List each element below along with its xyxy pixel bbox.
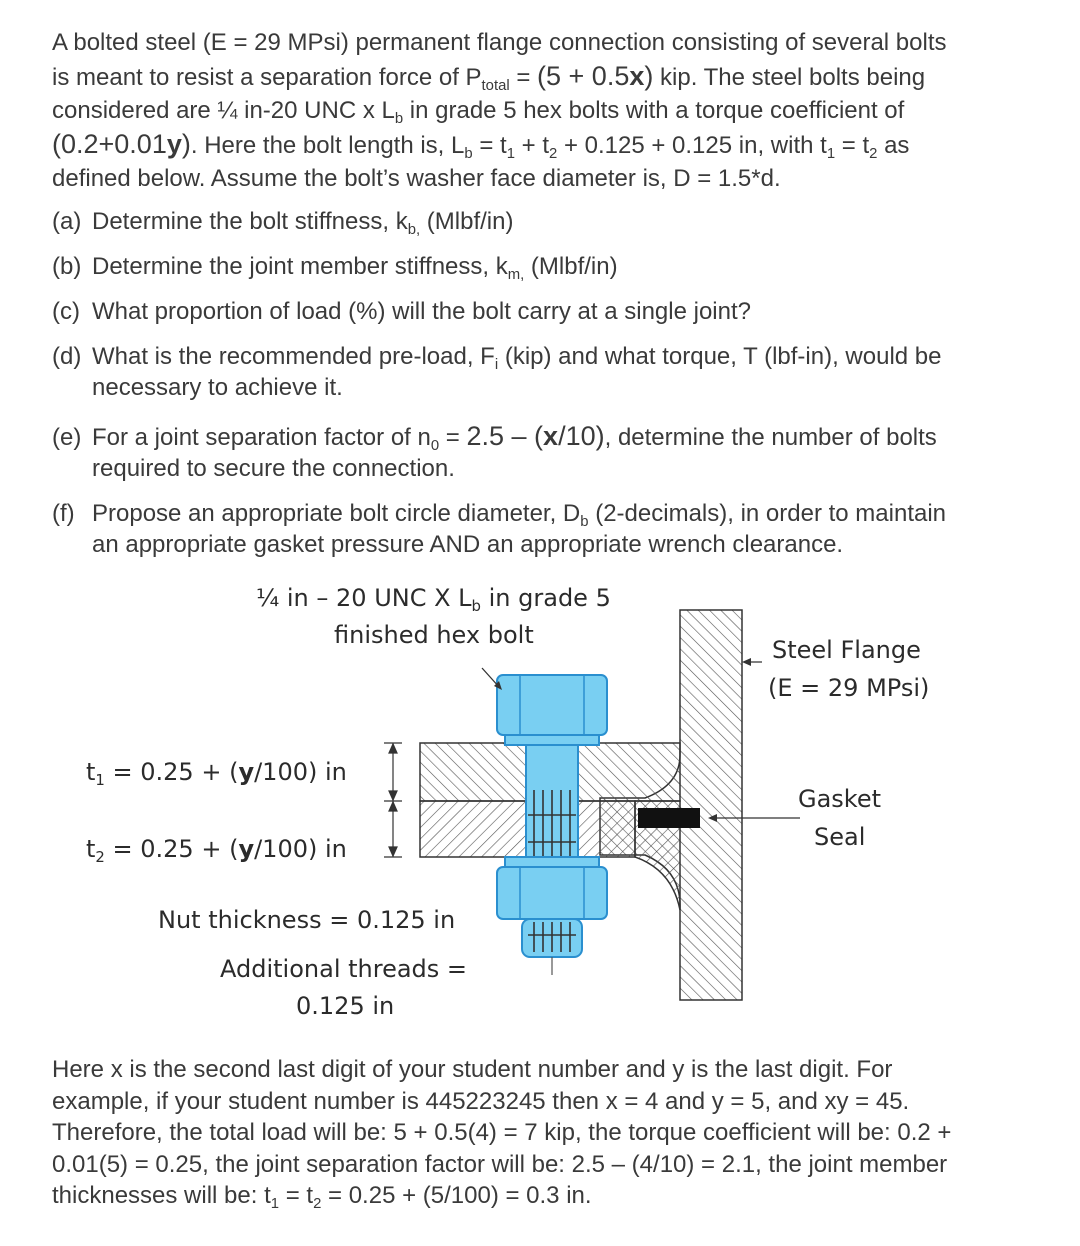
additional-threads-value: 0.125 in: [296, 992, 395, 1020]
outro-paragraph: [52, 1054, 1042, 1212]
t2-label: $t_2 = 0.25 + (y/100)$ in: [86, 835, 347, 866]
nut-thickness-label: Nut thickness = 0.125 in: [158, 906, 456, 934]
t1-label: $t_1 = 0.25 + (y/100)$ in: [86, 758, 347, 789]
question-d: (d) What is the recommended pre-load, $F_i$ (kip) and what torque, T (lbf-in), would be necessary to achieve it.: [52, 343, 942, 401]
thickness-dimensions: [384, 743, 402, 857]
intro-line-4: (0.2+0.01y). Here the bolt length is, $L_b = t_1 + t_2 + 0.125 + 0.125$ in, with $t_1 = t_2$ as: [52, 128, 910, 162]
outro-line-3: Therefore, the total load will be: 5 + 0.5(4) = 7 kip, the torque coefficient will be: 0.2 +: [52, 1119, 952, 1146]
gasket-seal-label: Seal: [814, 823, 866, 851]
bolt-title-line2: finished hex bolt: [334, 621, 534, 649]
question-a: (a) Determine the bolt stiffness, $k_{b,}$ (Mlbf/in): [52, 208, 514, 238]
bolt-head: [497, 675, 607, 735]
additional-threads-label: Additional threads =: [220, 955, 468, 983]
intro-line-5: defined below. Assume the bolt’s washer face diameter is, D = 1.5*d.: [52, 165, 781, 193]
gasket-seal: [638, 808, 700, 828]
intro-line-3: considered are ¼ in-20 UNC x $L_b$ in grade 5 hex bolts with a torque coefficient of: [52, 97, 905, 127]
outro-line-5: thicknesses will be: $t_1 = t_2 = 0.25 + (5/100) = 0.3$ in.: [52, 1182, 592, 1212]
question-b: (b) Determine the joint member stiffness, $k_{m,}$ (Mlbf/in): [52, 253, 618, 283]
intro-line-1: A bolted steel (E = 29 MPsi) permanent flange connection consisting of several bolts: [52, 29, 947, 56]
question-f: (f) Propose an appropriate bolt circle diameter, $D_b$ (2-decimals), in order to maintain an appropriate gasket pressure AND an appropriate wrench clearance.: [52, 500, 947, 558]
outro-line-4: 0.01(5) = 0.25, the joint separation factor will be: 2.5 – (4/10) = 2.1, the joint member: [52, 1150, 948, 1178]
nut-washer: [505, 857, 599, 867]
bolted-flange-figure: [0, 580, 1080, 1020]
gasket-label: Gasket: [798, 785, 882, 813]
outro-line-1: Here x is the second last digit of your student number and y is the last digit. For: [52, 1056, 893, 1083]
intro-paragraph: [52, 26, 1042, 196]
flange-label: Steel Flange: [772, 636, 921, 664]
question-e: (e) For a joint separation factor of $n_0 = 2.5 - (x/10)$, determine the number of bolts required to secure the connection.: [52, 421, 937, 482]
intro-line-2: is meant to resist a separation force of $P_{total} = (5 + 0.5x)$ kip. The steel bolts being: [52, 60, 926, 94]
bolt-title: ¼ in – 20 UNC X $L_b$ in grade 5: [256, 584, 611, 615]
bolt-washer: [505, 735, 599, 745]
bolt-nut: [497, 867, 607, 919]
outro-line-2: example, if your student number is 445223245 then x = 4 and y = 5, and xy = 45.: [52, 1087, 910, 1115]
question-c: (c) What proportion of load (%) will the bolt carry at a single joint?: [52, 298, 751, 325]
flange-modulus-label: (E = 29 MPsi): [768, 674, 930, 702]
